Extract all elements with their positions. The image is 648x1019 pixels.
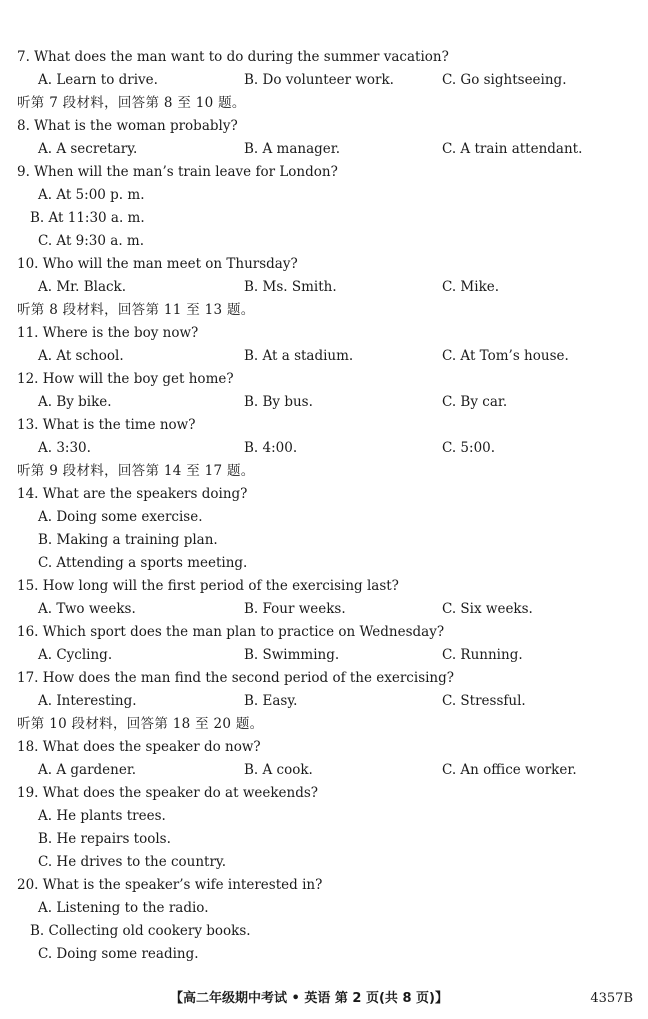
option-b: B. Four weeks. [244, 601, 346, 617]
option-b: B. At a stadium. [244, 348, 354, 364]
option: A. At 5:00 p. m. [38, 187, 145, 203]
option: A. He plants trees. [38, 808, 166, 824]
option-c: C. A train attendant. [442, 141, 583, 157]
option-c: C. By car. [442, 394, 508, 410]
question-stem: 20. What is the speaker’s wife interested in? [17, 877, 323, 893]
question-stem: 16. Which sport does the man plan to practice on Wednesday? [17, 624, 445, 640]
option: B. Making a training plan. [38, 532, 218, 548]
option-c: C. At Tom’s house. [442, 348, 569, 364]
question-stem: 17. How does the man find the second period of the exercising? [17, 670, 455, 686]
option-row [0, 391, 648, 414]
option: C. Attending a sports meeting. [38, 555, 248, 571]
option-b: B. A cook. [244, 762, 313, 778]
question-stem: 12. How will the boy get home? [17, 371, 234, 387]
question-stem: 11. Where is the boy now? [17, 325, 199, 341]
option-row [0, 437, 648, 460]
paper-code: 4357B [590, 991, 633, 1006]
section-instruction: 听第 8 段材料，回答第 11 至 13 题。 [17, 302, 255, 318]
footer-title: 【高二年级期中考试 • 英语 第 2 页(共 8 页)】 [170, 991, 448, 1006]
option-row [0, 138, 648, 161]
option-b: B. Easy. [244, 693, 298, 709]
option-row [0, 759, 648, 782]
option-c: C. Running. [442, 647, 523, 663]
option: C. Doing some reading. [38, 946, 199, 962]
option-row [0, 690, 648, 713]
option-c: C. An office worker. [442, 762, 577, 778]
option-row [0, 598, 648, 621]
option-row [0, 345, 648, 368]
question-stem: 15. How long will the first period of the exercising last? [17, 578, 399, 594]
option-c: C. Mike. [442, 279, 500, 295]
option: B. He repairs tools. [38, 831, 171, 847]
section-instruction: 听第 7 段材料，回答第 8 至 10 题。 [17, 95, 246, 111]
option: B. At 11:30 a. m. [30, 210, 145, 226]
option-b: B. By bus. [244, 394, 313, 410]
option-a: A. Mr. Black. [38, 279, 127, 295]
question-stem: 18. What does the speaker do now? [17, 739, 261, 755]
page-footer [0, 988, 648, 1010]
option-b: B. Swimming. [244, 647, 340, 663]
option-a: A. By bike. [38, 394, 112, 410]
option-a: A. A gardener. [38, 762, 137, 778]
option-b: B. Ms. Smith. [244, 279, 337, 295]
option: A. Doing some exercise. [38, 509, 203, 525]
option-b: B. 4:00. [244, 440, 298, 456]
option-c: C. 5:00. [442, 440, 496, 456]
option-a: A. 3:30. [38, 440, 91, 456]
section-instruction: 听第 9 段材料，回答第 14 至 17 题。 [17, 463, 255, 479]
question-stem: 19. What does the speaker do at weekends? [17, 785, 319, 801]
option-b: B. Do volunteer work. [244, 72, 394, 88]
option-a: A. Learn to drive. [38, 72, 158, 88]
option: C. He drives to the country. [38, 854, 227, 870]
option: B. Collecting old cookery books. [30, 923, 251, 939]
option: C. At 9:30 a. m. [38, 233, 144, 249]
question-stem: 10. Who will the man meet on Thursday? [17, 256, 298, 272]
option: A. Listening to the radio. [38, 900, 209, 916]
option-a: A. At school. [38, 348, 124, 364]
option-a: A. A secretary. [38, 141, 138, 157]
section-instruction: 听第 10 段材料，回答第 18 至 20 题。 [17, 716, 264, 732]
question-stem: 13. What is the time now? [17, 417, 196, 433]
option-a: A. Cycling. [38, 647, 113, 663]
question-stem: 8. What is the woman probably? [17, 118, 238, 134]
question-stem: 14. What are the speakers doing? [17, 486, 248, 502]
option-a: A. Two weeks. [38, 601, 136, 617]
option-c: C. Go sightseeing. [442, 72, 567, 88]
exam-page-content [0, 46, 648, 966]
option-c: C. Stressful. [442, 693, 526, 709]
option-b: B. A manager. [244, 141, 341, 157]
option-row [0, 644, 648, 667]
option-row [0, 276, 648, 299]
question-stem: 9. When will the man’s train leave for London? [17, 164, 338, 180]
option-c: C. Six weeks. [442, 601, 533, 617]
option-row [0, 69, 648, 92]
option-a: A. Interesting. [38, 693, 137, 709]
question-stem: 7. What does the man want to do during the summer vacation? [17, 49, 449, 65]
